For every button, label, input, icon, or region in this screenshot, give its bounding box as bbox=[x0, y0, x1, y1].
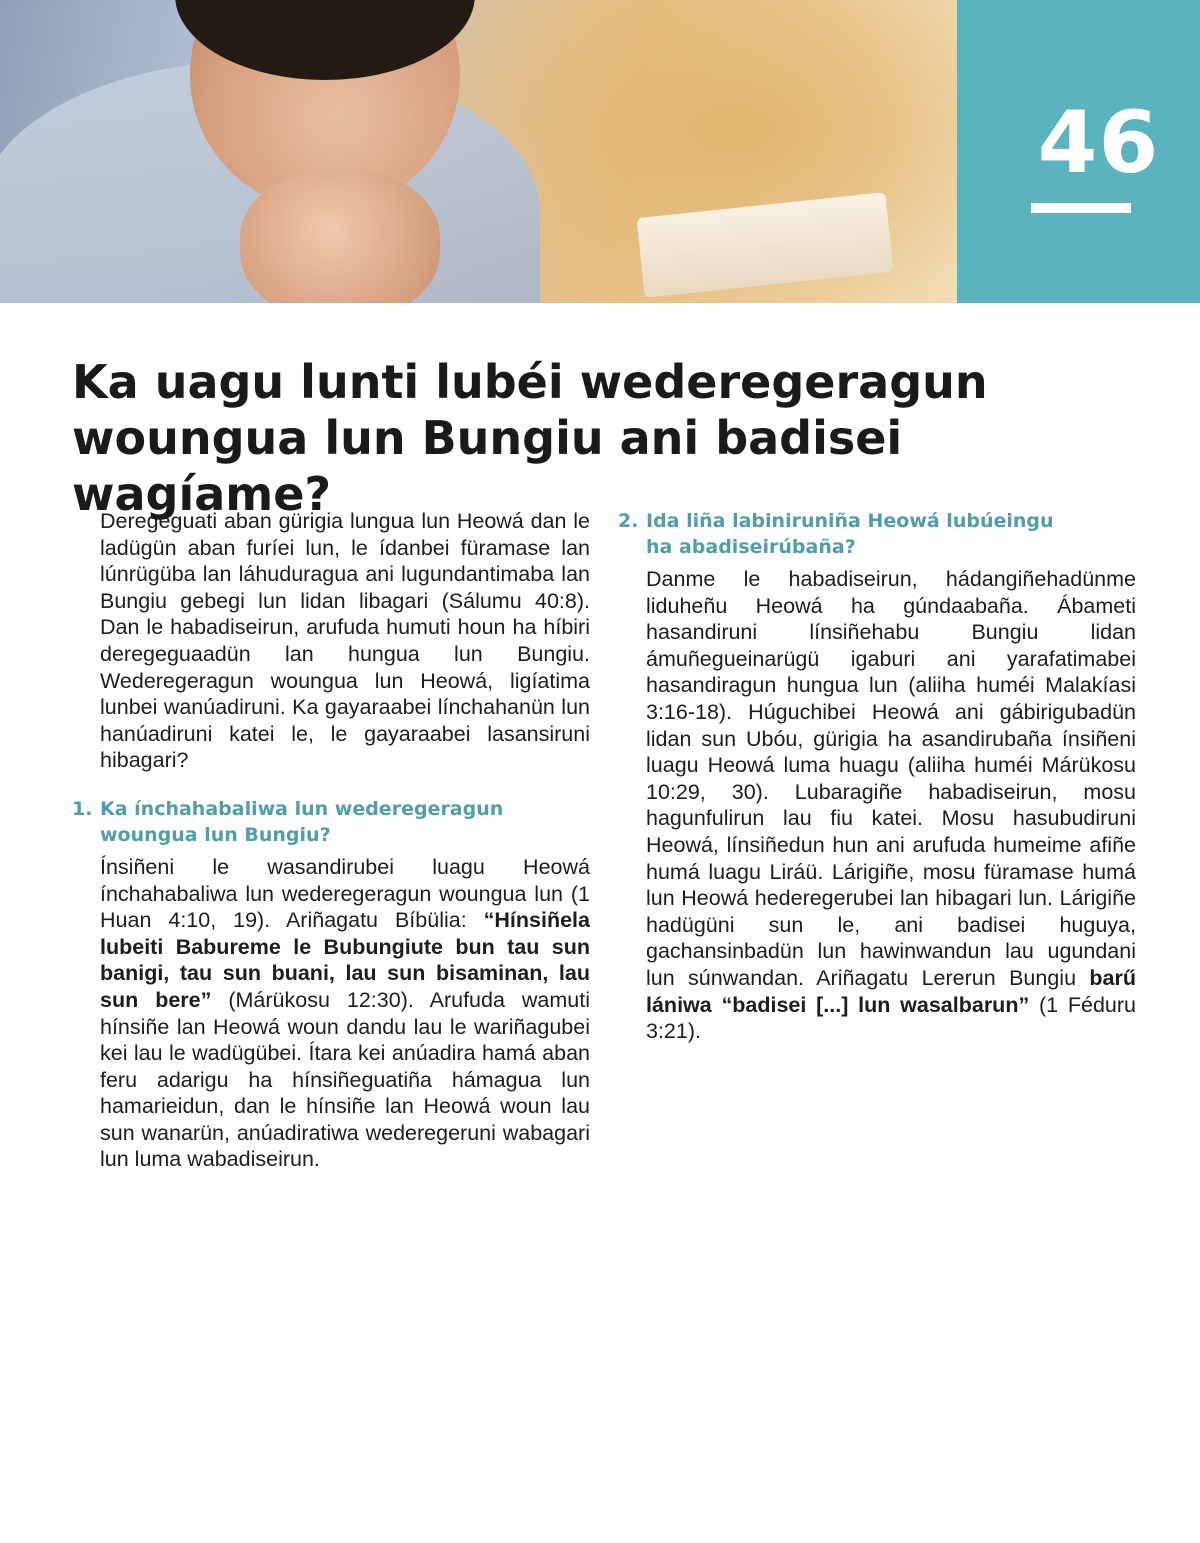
question-1-heading bbox=[72, 796, 590, 848]
question-1-line-2: woungua lun Bungiu? bbox=[100, 823, 331, 846]
question-1-line-1: Ka ínchahabaliwa lun wederegeragun bbox=[100, 797, 504, 820]
question-2-heading bbox=[618, 508, 1136, 560]
answer-2-text-a: Danme le habadiseirun, hádangiñehadünme liduheñu Heowá ha gúndaabaña. Ábameti hasandiruni línsiñehabu Bungiu lidan ámuñegueinarügü igaburi ani yarafatimabei hasandiragun hungua lun (aliiha huméi Malakíasi 3:16-18). Húguchibei Heowá ani gábirigubadün lidan sun Ubóu, gürigia ha asandirubaña ínsiñeni luagu Heowá luma huagu (aliiha huméi Márükosu 10:29, 30). Lubaragiñe habadiseirun, mosu hagunfulirun lau fiu katei. Mosu hasubudiruni Heowá, línsiñedun hun ani arufuda humeime afiñe humá luagu Liráü. Lárigiñe, mosu füramase humá lun Heowá hederegerubei lan hibagari lun. Lárigiñe hadügüni sun le, ani badisei huguya, gachansinbadün lun hawinwandun lau ugundani lun súnwandan. Ariñagatu Lererun Bungiu bbox=[646, 567, 1136, 990]
answer-1-text-b: (Márükosu 12:30). Arufuda wamuti hínsiñe lan Heowá woun dandu lau le wariñagubei kei lau le wadügübei. Ítara kei anúadira hamá aban feru adarigu ha hínsiñeguatiña hámagua lun hamarieidun, dan le hínsiñe lan Heowá woun lau sun wanarün, anúadiratiwa wederegeruni wabagari lun luma wabadiseirun. bbox=[100, 987, 590, 1172]
praying-hands-shape bbox=[240, 170, 440, 303]
page-title bbox=[72, 354, 1152, 522]
question-2-line-2: ha abadiseirúbaña? bbox=[646, 536, 856, 558]
lesson-number-underline bbox=[1031, 203, 1131, 213]
left-column bbox=[72, 508, 590, 1173]
title-line-1: Ka uagu lunti lubéi wederegeragun bbox=[72, 355, 988, 409]
question-2-line-1: Ida liña labiniruniña Heowá lubúeingu bbox=[646, 510, 1054, 532]
lesson-badge bbox=[957, 0, 1200, 303]
right-column bbox=[618, 508, 1137, 1045]
answer-1-text-a: Ínsiñeni le wasandirubei luagu Heowá ínchahabaliwa lun wederegeragun woungua lun (1 Huan 4:10, 19). Ariñagatu Bíbülia: bbox=[100, 854, 590, 933]
question-2-number: 2. bbox=[618, 510, 639, 532]
hero-photo bbox=[0, 0, 957, 303]
answer-2-bold-quote: barű lániwa “badisei [...] lun wasalbarun” bbox=[646, 965, 1136, 1017]
lesson-number: 46 bbox=[1037, 93, 1160, 193]
intro-paragraph: Deregeguati aban gürigia lungua lun Heowá dan le ladügün aban furíei lun, le ídanbei füramase lan lúnrügüba lan láhuduragua ani lugundantimaba lan Bungiu gebegi lun lidan libagari (Sálumu 40:8). Dan le habadiseirun, arufuda humuti houn ha híbiri deregeguaadün lan hungua lun Bungiu. Wederegeragun woungua lun Heowá, ligíatima lunbei wanúadiruni. Ka gayaraabei línchahanün lun hanúadiruni katei le, le gayaraabei lasansiruni hibagari? bbox=[100, 509, 590, 773]
answer-2-text-b: (1 Féduru 3:21). bbox=[646, 992, 1137, 1044]
answer-2-paragraph bbox=[646, 566, 1136, 1045]
title-line-2: woungua lun Bungiu ani badisei wagíame? bbox=[72, 411, 903, 521]
open-book-shape bbox=[637, 192, 894, 298]
answer-1-bold-quote: “Hínsiñela lubeiti Babureme le Bubungiute bun tau sun banigi, tau sun buani, lau sun bisaminan, lau sun bere” bbox=[100, 908, 590, 1012]
answer-1-paragraph bbox=[100, 854, 590, 1173]
question-1-number: 1. bbox=[72, 797, 93, 820]
